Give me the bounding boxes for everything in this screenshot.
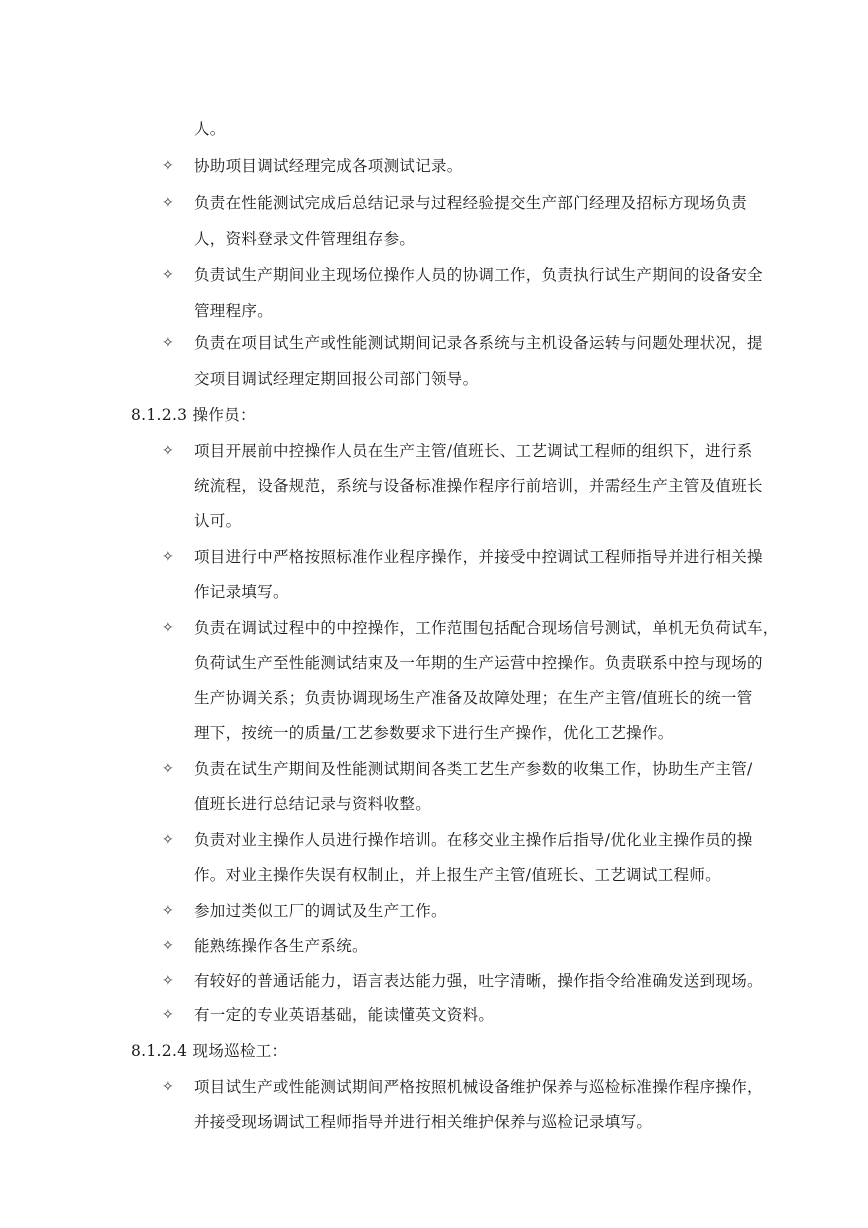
list-item-line: 作记录填写。 [194,583,289,601]
diamond-bullet-icon: ✧ [162,973,174,989]
diamond-bullet-icon: ✧ [162,1007,174,1023]
section-heading: 8.1.2.3 操作员： [131,406,256,424]
list-item-line: 负责在试生产期间及性能测试期间各类工艺生产参数的收集工作，协助生产主管/ [194,760,753,778]
diamond-bullet-icon: ✧ [162,549,174,565]
continuation-line: 人。 [194,120,226,138]
list-item-line: 协助项目调试经理完成各项测试记录。 [194,157,463,175]
list-item-line: 负责对业主操作人员进行操作培训。在移交业主操作后指导/优化业主操作员的操 [194,831,753,849]
diamond-bullet-icon: ✧ [162,1079,174,1095]
list-item-line: 负荷试生产至性能测试结束及一年期的生产运营中控操作。负责联系中控与现场的 [194,654,763,672]
list-item-line: 有一定的专业英语基础，能读懂英文资料。 [194,1006,495,1024]
list-item-line: 认可。 [194,512,242,530]
diamond-bullet-icon: ✧ [162,761,174,777]
diamond-bullet-icon: ✧ [162,158,174,174]
diamond-bullet-icon: ✧ [162,335,174,351]
diamond-bullet-icon: ✧ [162,832,174,848]
section-heading: 8.1.2.4 现场巡检工： [131,1042,288,1060]
list-item-line: 交项目调试经理定期回报公司部门领导。 [194,370,479,388]
list-item-line: 生产协调关系；负责协调现场生产准备及故障处理；在生产主管/值班长的统一管 [194,689,753,707]
list-item-line: 参加过类似工厂的调试及生产工作。 [194,902,447,920]
diamond-bullet-icon: ✧ [162,938,174,954]
list-item-line: 统流程，设备规范，系统与设备标准操作程序行前培训，并需经生产主管及值班长 [194,477,763,495]
diamond-bullet-icon: ✧ [162,620,174,636]
list-item-line: 能熟练操作各生产系统。 [194,937,368,955]
list-item-line: 负责在调试过程中的中控操作，工作范围包括配合现场信号测试，单机无负荷试车， [194,619,779,637]
list-item-line: 有较好的普通话能力，语言表达能力强，吐字清晰，操作指令给准确发送到现场。 [194,972,763,990]
list-item-line: 人，资料登录文件管理组存参。 [194,230,416,248]
list-item-line: 项目进行中严格按照标准作业程序操作，并接受中控调试工程师指导并进行相关操 [194,548,763,566]
list-item-line: 并接受现场调试工程师指导并进行相关维护保养与巡检记录填写。 [194,1113,653,1131]
list-item-line: 项目试生产或性能测试期间严格按照机械设备维护保养与巡检标准操作程序操作， [194,1078,763,1096]
list-item-line: 负责在项目试生产或性能测试期间记录各系统与主机设备运转与问题处理状况，提 [194,334,763,352]
diamond-bullet-icon: ✧ [162,267,174,283]
list-item-line: 项目开展前中控操作人员在生产主管/值班长、工艺调试工程师的组织下，进行系 [194,442,753,460]
list-item-line: 理下，按统一的质量/工艺参数要求下进行生产操作，优化工艺操作。 [194,724,674,742]
list-item-line: 负责在性能测试完成后总结记录与过程经验提交生产部门经理及招标方现场负责 [194,194,748,212]
diamond-bullet-icon: ✧ [162,443,174,459]
diamond-bullet-icon: ✧ [162,903,174,919]
list-item-line: 负责试生产期间业主现场位操作人员的协调工作，负责执行试生产期间的设备安全 [194,266,763,284]
list-item-line: 作。对业主操作失误有权制止，并上报生产主管/值班长、工艺调试工程师。 [194,866,721,884]
list-item-line: 值班长进行总结记录与资料收整。 [194,795,432,813]
diamond-bullet-icon: ✧ [162,195,174,211]
list-item-line: 管理程序。 [194,302,274,320]
